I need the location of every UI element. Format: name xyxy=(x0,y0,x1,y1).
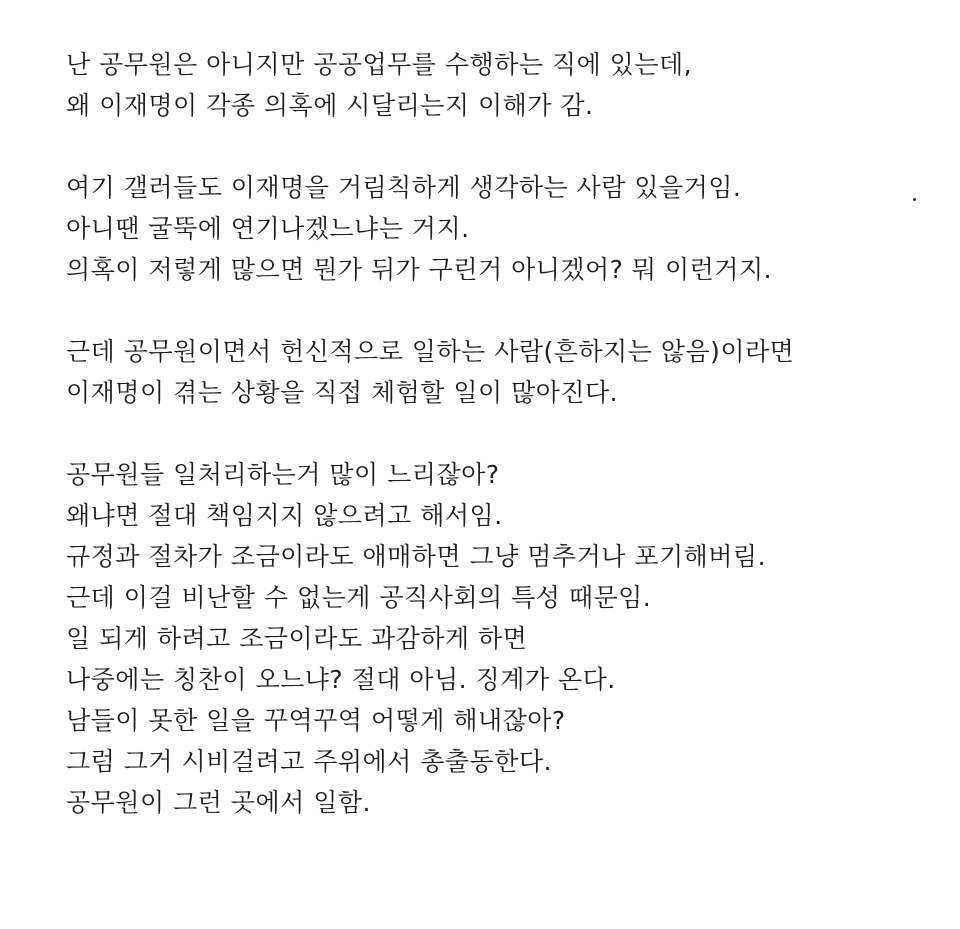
text-line: 공무원들 일처리하는거 많이 느리잖아? xyxy=(66,460,500,489)
document-body xyxy=(66,44,926,864)
text-line: 이재명이 겪는 상황을 직접 체험할 일이 많아진다. xyxy=(66,378,619,407)
text-line: 의혹이 저렇게 많으면 뭔가 뒤가 구린거 아니겠어? 뭐 이런거지. xyxy=(66,255,773,284)
text-line: 근데 이걸 비난할 수 없는게 공직사회의 특성 때문임. xyxy=(66,583,652,612)
text-line: 그럼 그거 시비걸려고 주위에서 총출동한다. xyxy=(66,747,552,776)
text-line: 아니땐 굴뚝에 연기나겠느냐는 거지. xyxy=(66,214,470,243)
text-line: 여기 갤러들도 이재명을 거림칙하게 생각하는 사람 있을거임. xyxy=(66,173,742,202)
dust-speck xyxy=(913,198,916,201)
text-line: 근데 공무원이면서 헌신적으로 일하는 사람(흔하지는 않음)이라면 xyxy=(66,337,795,366)
text-line: 나중에는 칭찬이 오느냐? 절대 아님. 징계가 온다. xyxy=(66,665,616,694)
paragraph-1 xyxy=(66,44,926,126)
text-line: 공무원이 그런 곳에서 일함. xyxy=(66,788,371,817)
paragraph-3 xyxy=(66,331,926,413)
text-line: 난 공무원은 아니지만 공공업무를 수행하는 직에 있는데, xyxy=(66,50,693,79)
text-line: 왜냐면 절대 책임지지 않으려고 해서임. xyxy=(66,501,503,530)
paragraph-2 xyxy=(66,167,926,290)
text-line: 규정과 절차가 조금이라도 애매하면 그냥 멈추거나 포기해버림. xyxy=(66,542,767,571)
text-line: 일 되게 하려고 조금이라도 과감하게 하면 xyxy=(66,624,528,653)
paragraph-4 xyxy=(66,454,926,823)
text-line: 남들이 못한 일을 꾸역꾸역 어떻게 해내잖아? xyxy=(66,706,566,735)
text-line: 왜 이재명이 각종 의혹에 시달리는지 이해가 감. xyxy=(66,91,594,120)
